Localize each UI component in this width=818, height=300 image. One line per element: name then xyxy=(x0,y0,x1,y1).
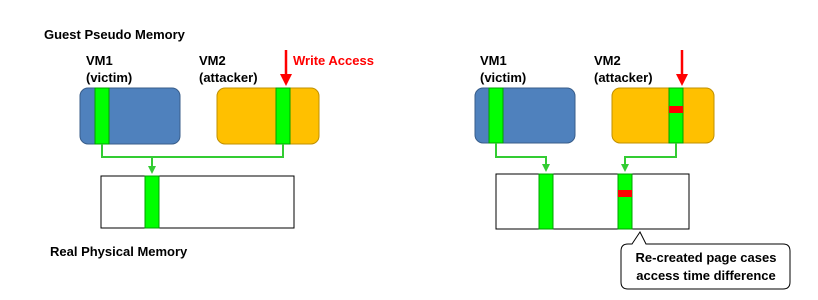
left-vm2-page xyxy=(276,88,290,144)
left-vm1-role: (victim) xyxy=(86,70,133,85)
callout-line-1: Re-created page cases xyxy=(635,250,777,265)
left-vm2-name: VM2 xyxy=(199,53,226,68)
left-vm2-role: (attacker) xyxy=(199,70,258,85)
callout-text xyxy=(616,249,796,285)
right-vm1-page xyxy=(489,88,503,143)
right-vm2-modified-mark xyxy=(669,106,683,113)
left-vm1-page xyxy=(95,88,109,144)
right-vm2-page xyxy=(669,88,683,143)
real-memory-title: Real Physical Memory xyxy=(50,244,188,259)
write-access-label: Write Access xyxy=(293,53,374,68)
right-shared-page xyxy=(539,174,553,229)
left-vm1-connector xyxy=(102,144,152,170)
right-vm2-role: (attacker) xyxy=(594,70,653,85)
right-vm1-name: VM1 xyxy=(480,53,507,68)
right-vm2-block xyxy=(612,88,714,143)
right-vm1-role: (victim) xyxy=(480,70,527,85)
guest-memory-title: Guest Pseudo Memory xyxy=(44,27,185,42)
right-recreated-mark xyxy=(618,190,632,197)
left-vm1-name: VM1 xyxy=(86,53,113,68)
right-vm2-name: VM2 xyxy=(594,53,621,68)
left-vm2-connector xyxy=(152,144,283,157)
left-real-memory-block xyxy=(101,176,294,228)
left-vm2-block xyxy=(217,88,319,144)
right-real-memory-block xyxy=(496,174,689,229)
right-vm1-connector xyxy=(496,143,546,168)
right-recreated-page xyxy=(618,174,632,229)
left-shared-page xyxy=(145,176,159,228)
callout-line-2: access time difference xyxy=(636,268,776,283)
right-vm2-connector xyxy=(625,143,676,168)
